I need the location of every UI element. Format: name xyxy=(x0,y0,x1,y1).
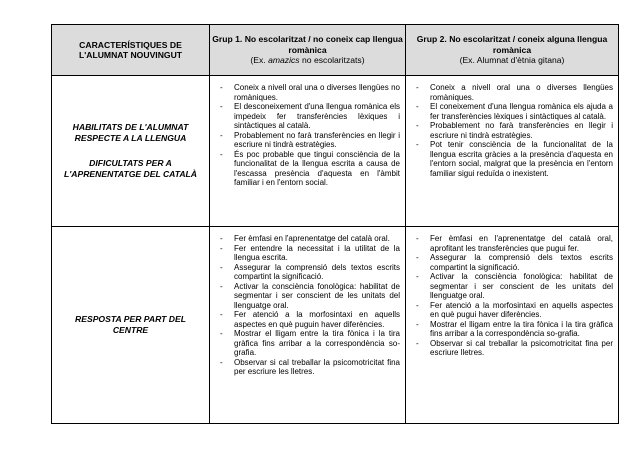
list-item: - Mostrar el lligam entre la tira fònica i la tira gràfica fins arribar a la correspondència so-grafia. xyxy=(416,320,613,339)
row-label-line: HABILITATS DE L'ALUMNAT RESPECTE A LA LLENGUA xyxy=(72,122,189,143)
characteristics-table xyxy=(51,24,619,424)
header-group1-subtitle: (Ex. amazics no escolaritzats) xyxy=(250,55,365,66)
list-item: - Assegurar la comprensió dels textos escrits compartint la significació. xyxy=(416,253,613,272)
group1-skills-list xyxy=(220,83,400,188)
list-item: - El coneixement d'una llengua romànica els ajuda a fer transferències lèxiques i sintàctiques al català. xyxy=(416,102,613,121)
list-item: - Fer atenció a la morfosintaxi en aquells aspectes en què puguin haver diferències. xyxy=(220,310,400,329)
group1-response-cell xyxy=(210,227,406,424)
header-col1-title: CARACTERÍSTIQUES DE L'ALUMNAT NOUVINGUT xyxy=(78,39,183,60)
row-label-line: DIFICULTATS PER A L'APRENENTATGE DEL CATALÀ xyxy=(63,158,197,179)
list-item: - Coneix a nivell oral una o diverses llengües romàniques. xyxy=(416,83,613,102)
list-item: - Fer atenció a la morfosintaxi en aquells aspectes en què pugui haver diferències. xyxy=(416,301,613,320)
group2-skills-cell xyxy=(406,76,619,227)
group1-skills-cell xyxy=(210,76,406,227)
header-row xyxy=(52,25,619,76)
list-item: - Observar si cal treballar la psicomotricitat fina per escriure lletres. xyxy=(416,339,613,358)
list-item: - Activar la consciència fonològica: habilitat de segmentar i ser conscient de les unitats del llenguatge oral. xyxy=(416,272,613,301)
list-item: - Fer èmfasi en l'aprenentatge del català oral. xyxy=(220,234,400,244)
list-item: - Observar si cal treballar la psicomotricitat fina per escriure les lletres. xyxy=(220,358,400,377)
list-item: - Activar la consciència fonològica: habilitat de segmentar i ser conscient de les unitats del llenguatge oral. xyxy=(220,282,400,311)
group2-response-cell xyxy=(406,227,619,424)
row-label-skills xyxy=(52,76,210,227)
row-label-response xyxy=(52,227,210,424)
header-group2-subtitle: (Ex. Alumnat d'ètnia gitana) xyxy=(459,55,565,66)
table-row xyxy=(52,76,619,227)
table-row xyxy=(52,227,619,424)
header-group2-title: Grup 2. No escolaritzat / coneix alguna llengua romànica xyxy=(416,34,608,55)
list-item: - Pot tenir consciència de la funcionalitat de la llengua escrita gràcies a la presència d'aquesta en l'entorn social, malgrat que la presència en l'entorn familiar sigui reduïda o inexistent. xyxy=(416,140,613,178)
list-item: - Coneix a nivell oral una o diverses llengües no romàniques. xyxy=(220,83,400,102)
list-item: - Assegurar la comprensió dels textos escrits compartint la significació. xyxy=(220,263,400,282)
header-group1 xyxy=(210,25,406,76)
list-item: - El desconeixement d'una llengua romànica els impedeix fer transferències lèxiques i sintàctiques al català. xyxy=(220,102,400,131)
list-item: - Mostrar el lligam entre la tira fònica i la tira gràfica fins arribar a la correspondència so-grafia. xyxy=(220,329,400,358)
group2-response-list xyxy=(416,234,613,358)
header-characteristics xyxy=(52,25,210,76)
list-item: - Fer èmfasi en l'aprenentatge del català oral, aprofitant les transferències que pugui fer. xyxy=(416,234,613,253)
list-item: - Probablement no farà transferències en llegir i escriure ni tindrà estratègies. xyxy=(416,121,613,140)
header-group2 xyxy=(406,25,619,76)
list-item: - Probablement no farà transferències en llegir i escriure ni tindrà estratègies. xyxy=(220,131,400,150)
group2-skills-list xyxy=(416,83,613,178)
header-group1-subtitle-italic: amazics xyxy=(268,55,300,66)
group1-response-list xyxy=(220,234,400,377)
row-label-line: RESPOSTA PER PART DEL CENTRE xyxy=(75,314,186,335)
header-group1-title: Grup 1. No escolaritzat / no coneix cap llengua romànica xyxy=(212,34,403,55)
list-item: - És poc probable que tingui consciència de la funcionalitat de la llengua escrita a causa de l'escassa presència d'aquesta en l'àmbit familiar i en l'entorn social. xyxy=(220,150,400,188)
list-item: - Fer entendre la necessitat i la utilitat de la llengua escrita. xyxy=(220,244,400,263)
